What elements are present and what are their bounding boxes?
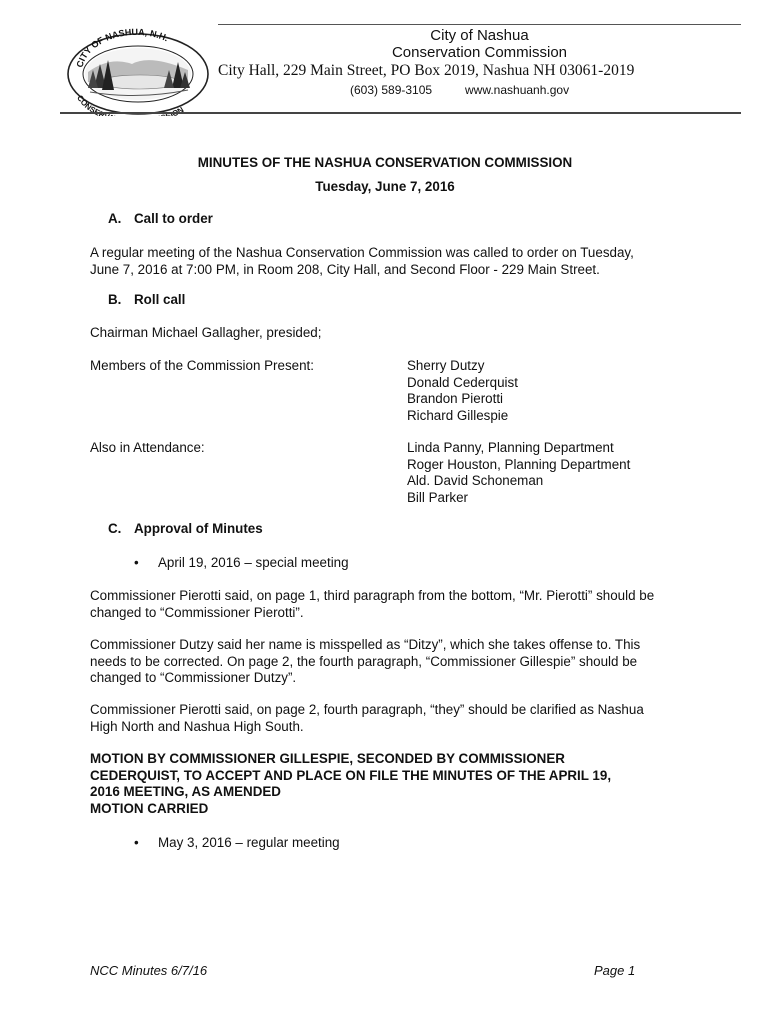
section-b-heading: [108, 292, 185, 307]
section-a-line-2: June 7, 2016 at 7:00 PM, in Room 208, City Hall, and Second Floor - 229 Main Street.: [90, 261, 600, 277]
section-a-letter: A.: [108, 211, 122, 226]
section-b-title: Roll call: [134, 292, 186, 307]
section-b-letter: B.: [108, 292, 122, 307]
motion-line-3: 2016 MEETING, AS AMENDED: [90, 784, 281, 799]
paragraph-dutzy: [90, 637, 690, 687]
p3-line-1: Commissioner Pierotti said, on page 2, fourth paragraph, “they” should be clarified as Nashua: [90, 702, 644, 717]
header-city: City of Nashua: [430, 27, 529, 44]
p3-line-2: High North and Nashua High South.: [90, 718, 304, 734]
header-phone: (603) 589-3105: [350, 83, 433, 97]
section-a-line-1: A regular meeting of the Nashua Conservation Commission was called to order on Tuesday,: [90, 245, 634, 260]
p2-line-3: changed to “Commissioner Dutzy”.: [90, 670, 297, 685]
attendance-label: Also in Attendance:: [90, 440, 205, 455]
commission-seal: [60, 26, 210, 116]
seal-text-bottom: CONSER ION: [75, 93, 186, 116]
attendee-item: Bill Parker: [407, 489, 469, 505]
section-c-letter: C.: [108, 521, 122, 536]
p2-line-2: needs to be corrected. On page 2, the fourth paragraph, “Commissioner Gillespie” should be: [90, 653, 638, 669]
header-website: www.nashuanh.gov: [465, 83, 570, 97]
p1-line-1: Commissioner Pierotti said, on page 1, third paragraph from the bottom, “Mr. Pierotti” should be: [90, 588, 655, 603]
footer-left: NCC Minutes 6/7/16: [90, 963, 208, 978]
header-address: City Hall, 229 Main Street, PO Box 2019, Nashua NH 03061-2019: [218, 62, 635, 79]
attendance-list: [407, 440, 630, 506]
bullet-april-19-text: April 19, 2016 – special meeting: [158, 555, 349, 570]
header-commission: Conservation Commission: [391, 44, 568, 61]
members-label: Members of the Commission Present:: [90, 358, 314, 373]
members-list: [407, 358, 518, 424]
motion-result: MOTION CARRIED: [90, 800, 209, 816]
motion-line-2: CEDERQUIST, TO ACCEPT AND PLACE ON FILE THE MINUTES OF THE APRIL 19,: [90, 767, 612, 783]
member-item: Donald Cederquist: [407, 374, 518, 390]
bullet-icon: •: [134, 835, 139, 850]
attendee-item: Ald. David Schoneman: [407, 473, 544, 488]
header-top-rule: [218, 24, 741, 25]
paragraph-pierotti-2: [90, 702, 690, 735]
section-c-title: Approval of Minutes: [134, 521, 263, 536]
chairman-line: Chairman Michael Gallagher, presided;: [90, 325, 322, 340]
bullet-may-3-text: May 3, 2016 – regular meeting: [158, 835, 340, 850]
section-a-heading: [108, 211, 213, 226]
p2-line-1: Commissioner Dutzy said her name is misspelled as “Ditzy”, which she takes offense to. This: [90, 637, 641, 652]
motion-line-1: MOTION BY COMMISSIONER GILLESPIE, SECONDED BY COMMISSIONER: [90, 751, 565, 766]
member-item: Sherry Dutzy: [407, 358, 485, 373]
footer-page-number: Page 1: [594, 963, 636, 978]
motion-block: [90, 751, 710, 817]
meeting-date: Tuesday, June 7, 2016: [315, 179, 455, 194]
attendee-item: Roger Houston, Planning Department: [407, 456, 631, 472]
header-bottom-rule: [60, 112, 741, 114]
seal-text-top: CITY OF NASHUA, N.H.: [74, 26, 171, 69]
member-item: Richard Gillespie: [407, 407, 509, 423]
attendee-item: Linda Panny, Planning Department: [407, 440, 614, 455]
member-item: Brandon Pierotti: [407, 391, 504, 406]
section-a-title: Call to order: [134, 211, 213, 226]
bullet-icon: •: [134, 555, 139, 570]
seal-icon: [60, 26, 210, 116]
paragraph-pierotti-1: [90, 588, 690, 621]
section-c-heading: [108, 521, 263, 536]
document-title: MINUTES OF THE NASHUA CONSERVATION COMMISSION: [197, 155, 573, 170]
section-a-body: [90, 245, 690, 278]
p1-line-2: changed to “Commissioner Pierotti”.: [90, 604, 304, 620]
